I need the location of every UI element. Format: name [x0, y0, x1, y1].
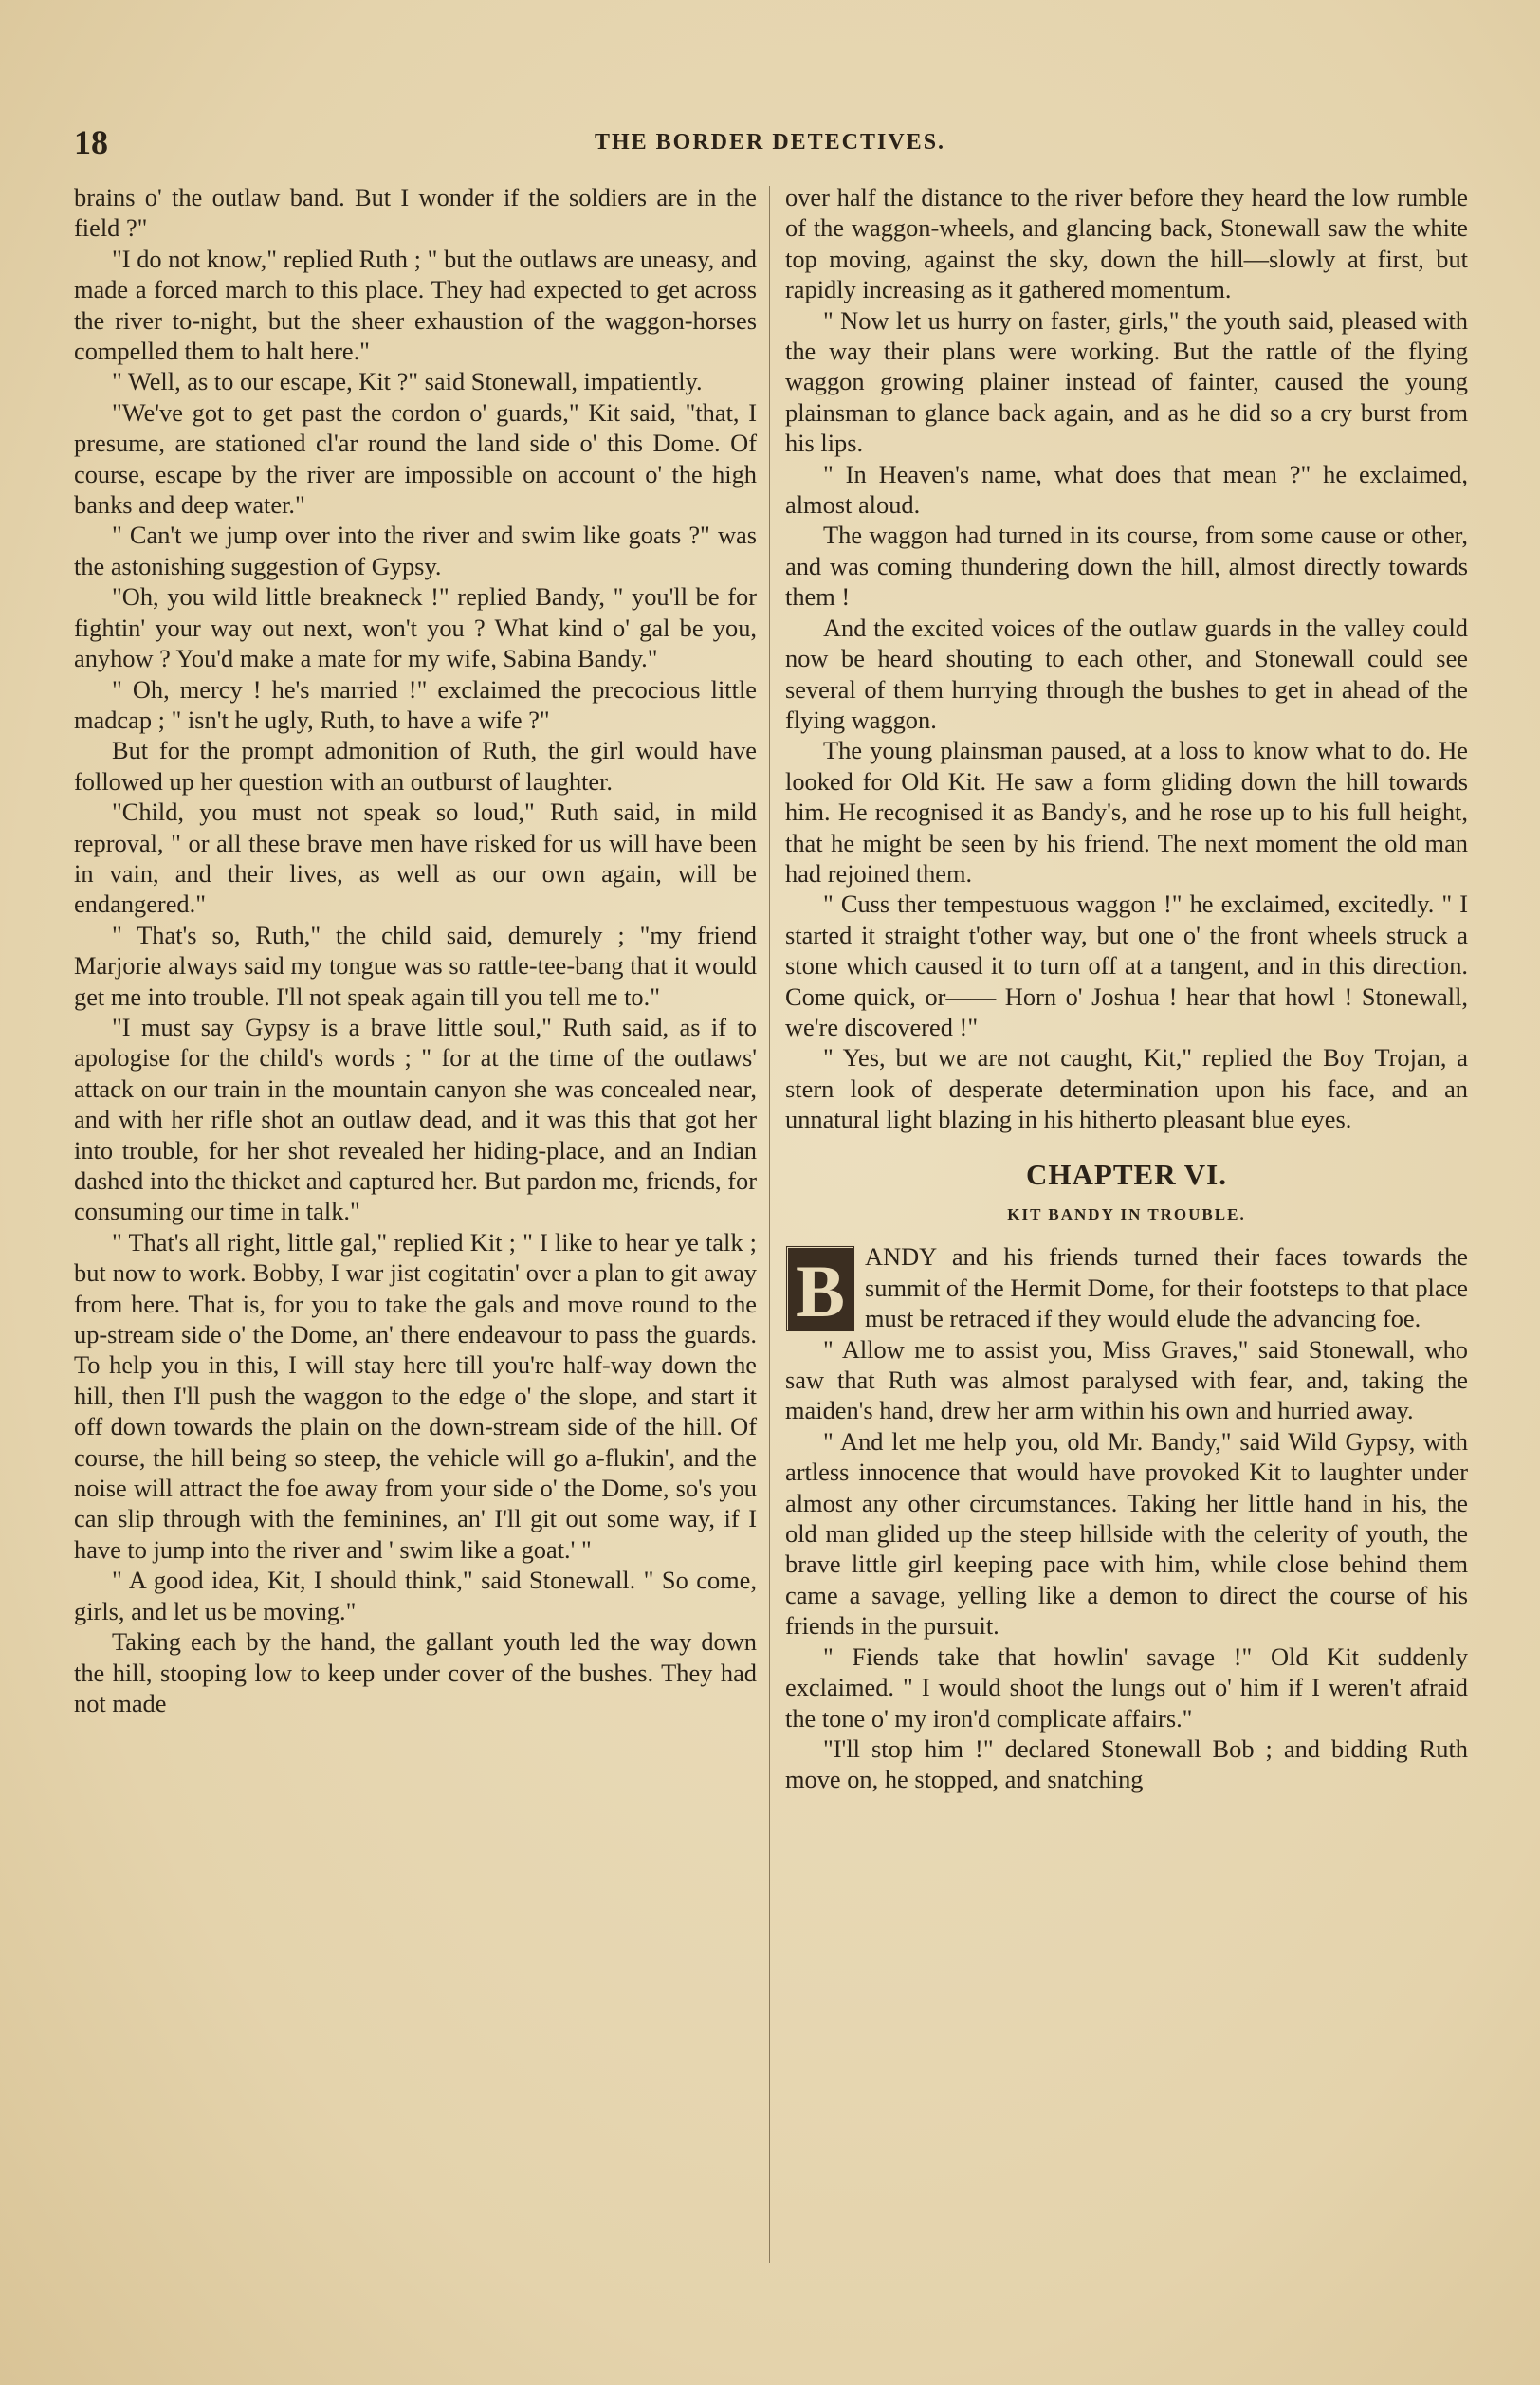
- paragraph: " Oh, mercy ! he's married !" exclaimed the precocious little madcap ; " isn't he ugly, Ruth, to have a wife ?": [74, 674, 757, 734]
- chapter-subtitle: KIT BANDY IN TROUBLE.: [1007, 1205, 1246, 1223]
- paragraph: " Fiends take that howlin' savage !" Old Kit suddenly exclaimed. " I would shoot the lungs out o' him if I weren't afraid the tone o' my iron'd complicate affairs.": [785, 1642, 1468, 1733]
- chapter-first-paragraph-text: ANDY and his friends turned their faces towards the summit of the Hermit Dome, for their footsteps to that place must be retraced if they would elude the advancing foe.: [865, 1242, 1468, 1333]
- paragraph: "Child, you must not speak so loud," Ruth said, in mild reproval, " or all these brave men have risked for us will have been in vain, and their lives, as well as our own again, will be endangered.": [74, 798, 757, 919]
- chapter-body: [785, 1334, 1468, 1795]
- paragraph: The young plainsman paused, at a loss to know what to do. He looked for Old Kit. He saw a form gliding down the hill towards him. He recognised it as Bandy's, and he rose up to his full height, that he might be seen by his friend. The next moment the old man had rejoined them.: [785, 736, 1468, 888]
- paragraph: "We've got to get past the cordon o' guards," Kit said, "that, I presume, are stationed cl'ar round the land side o' this Dome. Of course, escape by the river are impossible on account o' the high banks and deep water.": [74, 397, 757, 520]
- right-column-text: [785, 182, 1468, 1135]
- drop-cap: B: [785, 1245, 855, 1332]
- paragraph: " Can't we jump over into the river and swim like goats ?" was the astonishing suggestion of Gypsy.: [74, 521, 757, 580]
- paragraph: " And let me help you, old Mr. Bandy," said Wild Gypsy, with artless innocence that would have provoked Kit to laughter under almost any other circumstances. Taking her little hand in his, the old man glided up the steep hillside with the celerity of youth, the brave little girl keeping pace with him, while close behind them came a savage, yelling like a demon to direct the course of his friends in the pursuit.: [785, 1426, 1468, 1641]
- paragraph: "Oh, you wild little breakneck !" replied Bandy, " you'll be for fightin' your way out next, won't you ? What kind o' gal be you, anyhow ? You'd make a mate for my wife, Sabina Bandy.": [74, 582, 757, 673]
- paragraph: " Yes, but we are not caught, Kit," replied the Boy Trojan, a stern look of desperate determination upon his face, and an unnatural light blazing in his hitherto pleasant blue eyes.: [785, 1043, 1468, 1134]
- paragraph: " In Heaven's name, what does that mean ?" he exclaimed, almost aloud.: [785, 459, 1468, 520]
- left-column: [74, 182, 757, 1718]
- paragraph: " Well, as to our escape, Kit ?" said Stonewall, impatiently.: [112, 367, 703, 396]
- page-number: 18: [74, 123, 108, 161]
- paragraph: But for the prompt admonition of Ruth, the girl would have followed up her question with an outburst of laughter.: [74, 736, 757, 796]
- paragraph: Taking each by the hand, the gallant youth led the way down the hill, stooping low to keep under cover of the bushes. They had not made: [74, 1627, 757, 1717]
- paragraph: " A good idea, Kit, I should think," said Stonewall. " So come, girls, and let us be moving.": [74, 1566, 757, 1625]
- column-divider: [769, 186, 770, 2263]
- paragraph: " That's so, Ruth," the child said, demurely ; "my friend Marjorie always said my tongue was so rattle-tee-bang that it would get me into trouble. I'll not speak again till you tell me to.": [74, 920, 757, 1011]
- paragraph: "I'll stop him !" declared Stonewall Bob ; and bidding Ruth move on, he stopped, and snatching: [785, 1734, 1468, 1794]
- paragraph: " Now let us hurry on faster, girls," the youth said, pleased with the way their plans were working. But the rattle of the flying waggon growing plainer instead of fainter, caused the young plainsman to glance back again, and as he did so a cry burst from his lips.: [785, 305, 1468, 458]
- chapter-title: CHAPTER VI.: [1026, 1157, 1227, 1191]
- paragraph: "I must say Gypsy is a brave little soul," Ruth said, as if to apologise for the child's words ; " for at the time of the outlaws' attack on our train in the mountain canyon she was concealed near, and with her rifle shot an outlaw dead, and it was this that got her into trouble, for her shot revealed her hiding-place, and an Indian dashed into the thicket and captured her. But pardon me, friends, for consuming our time in talk.": [74, 1012, 757, 1226]
- paragraph: " Allow me to assist you, Miss Graves," said Stonewall, who saw that Ruth was almost paralysed with fear, and, taking the maiden's hand, drew her arm within his own and hurried away.: [785, 1334, 1468, 1425]
- paragraph: brains o' the outlaw band. But I wonder if the soldiers are in the field ?": [74, 183, 757, 243]
- paragraph: The waggon had turned in its course, from some cause or other, and was coming thundering down the hill, almost directly towards them !: [785, 521, 1468, 612]
- paragraph: over half the distance to the river before they heard the low rumble of the waggon-wheels, and glancing back, Stonewall saw the white top moving, against the sky, down the hill—slowly at first, but rapidly increasing as it gathered momentum.: [785, 183, 1468, 304]
- paragraph: " That's all right, little gal," replied Kit ; " I like to hear ye talk ; but now to work. Bobby, I war jist cogitatin' over a plan to git away from here. That is, for you to take the gals and move round to the up-stream side o' the Dome, an' there endeavour to pass the guards. To help you in this, I will stay here till you're half-way down the hill, then I'll push the waggon to the edge o' the slope, and start it off down towards the plain on the down-stream side of the hill. Of course, the hill being so steep, the vehicle will go a-flukin', and the noise will attract the foe away from your side o' the Dome, so's you can slip through with the feminines, an' I'll git out some way, if I have to jump into the river and ' swim like a goat.' ": [74, 1227, 757, 1564]
- page-header: [74, 121, 1466, 163]
- paragraph: " Cuss ther tempestuous waggon !" he exclaimed, excitedly. " I started it straight t'other way, but one o' the front wheels struck a stone which caused it to turn off at a tangent, and in this direction. Come quick, or—— Horn o' Joshua ! hear that howl ! Stonewall, we're discovered !": [785, 890, 1468, 1041]
- running-title: THE BORDER DETECTIVES.: [594, 129, 946, 155]
- paragraph: And the excited voices of the outlaw guards in the valley could now be heard shouting to each other, and Stonewall could see several of them hurrying through the bushes to get in ahead of the flying waggon.: [785, 613, 1468, 734]
- right-column: [785, 182, 1468, 1795]
- chapter-first-paragraph: [785, 1241, 1468, 1333]
- paragraph: "I do not know," replied Ruth ; " but the outlaws are uneasy, and made a forced march to this place. They had expected to get across the river to-night, but the sheer exhaustion of the waggon-horses compelled them to halt here.": [74, 244, 757, 366]
